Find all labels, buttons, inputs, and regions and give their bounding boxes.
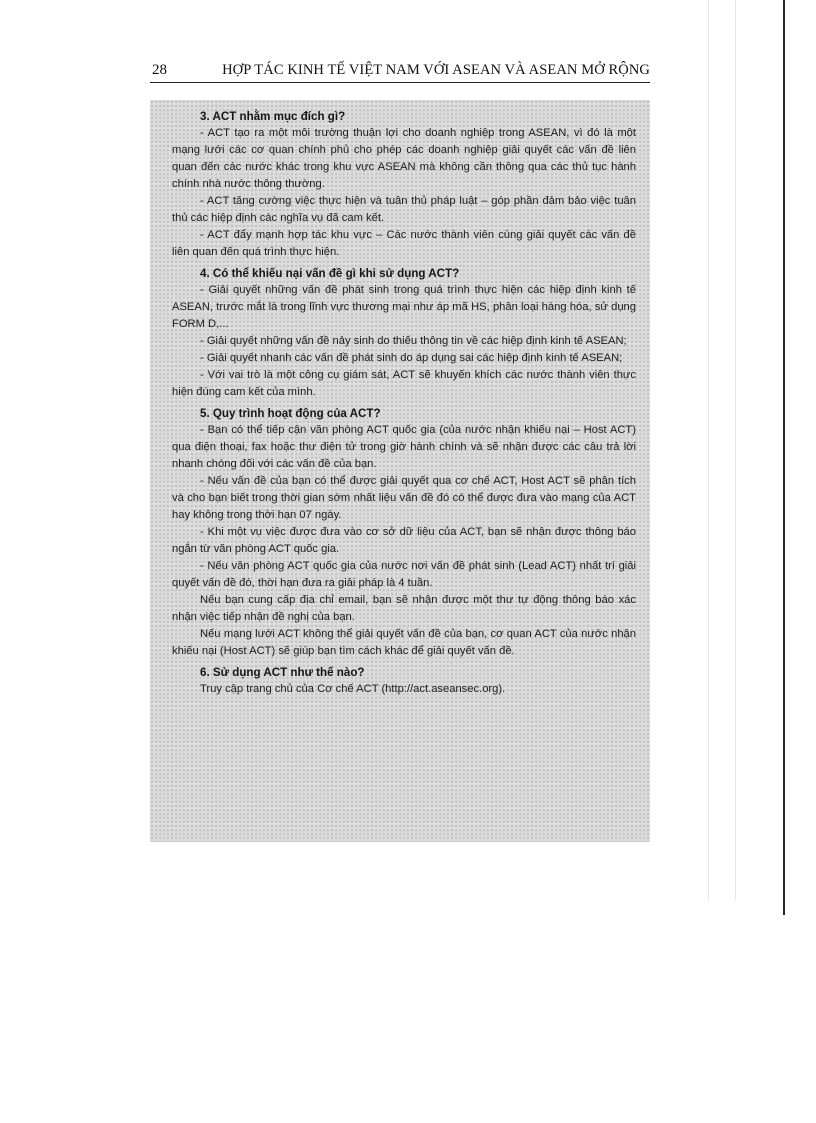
paragraph: - Giải quyết những vấn đề phát sinh trong quá trình thực hiện các hiệp định kinh tế ASEAN, trước mắt là trong lĩnh vực thương mại như áp mã HS, phân loại hàng hóa, sử dụng FORM D,... [172, 284, 636, 330]
section-heading: 3. ACT nhằm mục đích gì? [200, 110, 346, 123]
paragraph: Nếu bạn cung cấp địa chỉ email, bạn sẽ nhận được một thư tự động thông báo xác nhận việc tiếp nhận đề nghị của bạn. [172, 594, 636, 623]
paragraph: - Bạn có thể tiếp cận văn phòng ACT quốc gia (của nước nhận khiếu nại – Host ACT) qua điện thoại, fax hoặc thư điện tử trong giờ hành chính và sẽ nhận được các câu trả lời nhanh chóng đối với các vấn đề của bạn. [172, 424, 636, 470]
paragraph: Truy cập trang chủ của Cơ chế ACT (http://act.aseansec.org). [200, 683, 506, 695]
running-title: HỢP TÁC KINH TẾ VIỆT NAM VỚI ASEAN VÀ ASEAN MỞ RỘNG [222, 62, 650, 78]
page-edge-rule [783, 0, 785, 915]
section-5 [172, 405, 636, 660]
page-number: 28 [152, 62, 167, 78]
scan-artifact-line [735, 0, 736, 900]
paragraph: - ACT đẩy mạnh hợp tác khu vực – Các nước thành viên cùng giải quyết các vấn đề liên quan đến quá trình thực hiện. [172, 229, 636, 258]
section-6 [172, 664, 636, 698]
paragraph: - Giải quyết những vấn đề nảy sinh do thiếu thông tin về các hiệp định kinh tế ASEAN; [200, 335, 627, 347]
page-header [150, 60, 650, 83]
paragraph: - Nếu văn phòng ACT quốc gia của nước nơi vấn đề phát sinh (Lead ACT) nhất trí giải quyết vấn đề đó, thời hạn đưa ra giải pháp là 4 tuần. [172, 560, 636, 589]
paragraph: - ACT tăng cường việc thực hiện và tuân thủ pháp luật – góp phần đảm bảo việc tuân thủ các hiệp định các nghĩa vụ đã cam kết. [172, 195, 636, 224]
paragraph: Nếu mạng lưới ACT không thể giải quyết vấn đề của bạn, cơ quan ACT của nước nhận khiếu nại (Host ACT) sẽ giúp bạn tìm cách khác để giải quyết vấn đề. [172, 628, 636, 657]
section-3 [172, 108, 636, 261]
paragraph: - Giải quyết nhanh các vấn đề phát sinh do áp dụng sai các hiệp định kinh tế ASEAN; [200, 352, 623, 364]
section-heading: 5. Quy trình hoạt động của ACT? [200, 407, 381, 420]
scan-artifact-line [708, 0, 709, 900]
paragraph: - Khi một vụ việc được đưa vào cơ sở dữ liệu của ACT, bạn sẽ nhận được thông báo ngắn từ văn phòng ACT quốc gia. [172, 526, 636, 555]
section-heading: 6. Sử dụng ACT như thế nào? [200, 666, 365, 679]
paragraph: - ACT tạo ra một môi trường thuận lợi cho doanh nghiệp trong ASEAN, vì đó là một mạng lưới các cơ quan chính phủ cho phép các doanh nghiệp giải quyết các vấn đề liên quan đến các nước khác trong khu vực ASEAN mà không cần thông qua các thủ tục hành chính nhà nước thông thường. [172, 127, 636, 190]
section-4 [172, 265, 636, 401]
paragraph: - Nếu vấn đề của bạn có thể được giải quyết qua cơ chế ACT, Host ACT sẽ phân tích và cho bạn biết trong thời gian sớm nhất liệu vấn đề đó có thể được đưa vào mạng của ACT hay không trong thời hạn 07 ngày. [172, 475, 636, 521]
shaded-content-box [150, 100, 650, 842]
section-heading: 4. Có thể khiếu nại vấn đề gì khi sử dụng ACT? [200, 267, 460, 280]
paragraph: - Với vai trò là một công cụ giám sát, ACT sẽ khuyến khích các nước thành viên thực hiện đúng cam kết của mình. [172, 369, 636, 398]
